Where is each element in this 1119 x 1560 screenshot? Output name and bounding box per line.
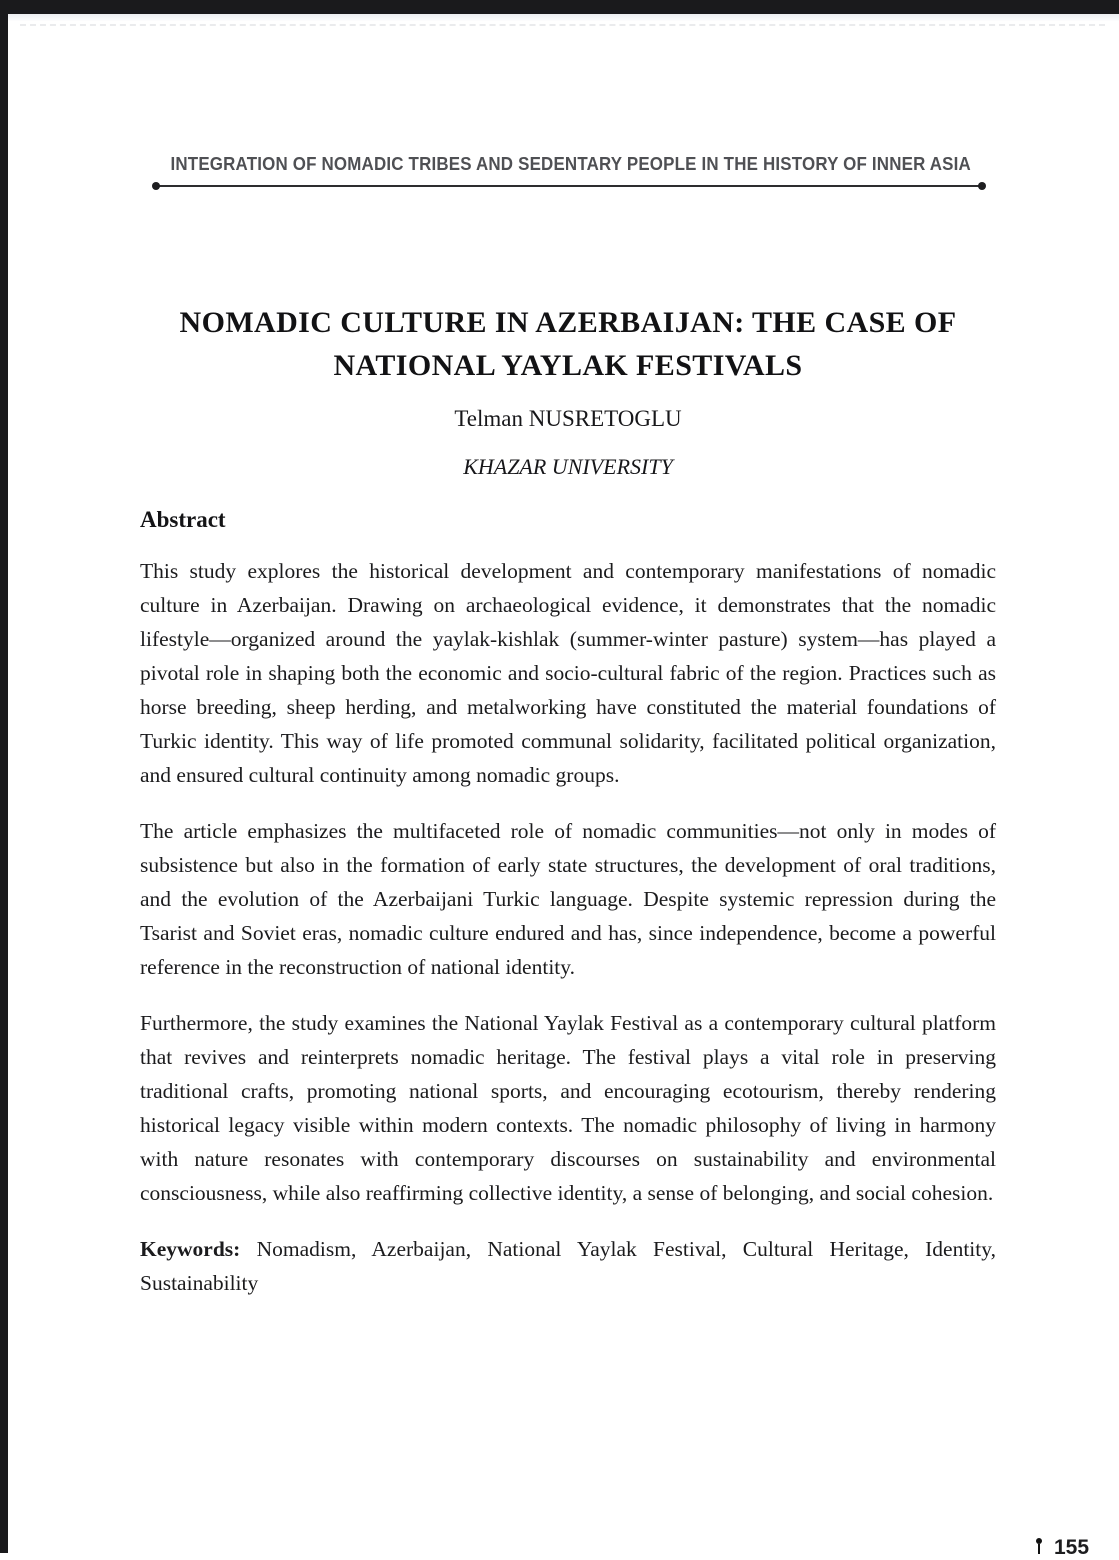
author-name: Telman NUSRETOGLU bbox=[454, 406, 682, 431]
author-affiliation: KHAZAR UNIVERSITY bbox=[463, 454, 673, 479]
scan-artifact-line bbox=[20, 24, 1105, 26]
keywords-text: Nomadism, Azerbaijan, National Yaylak Festival, Cultural Heritage, Identity, Sustainability bbox=[140, 1237, 996, 1295]
rule-end-dot-left bbox=[152, 182, 160, 190]
header-rule bbox=[156, 185, 982, 187]
article-title: NOMADIC CULTURE IN AZERBAIJAN: THE CASE OF NATIONAL YAYLAK FESTIVALS bbox=[179, 306, 957, 382]
keywords-line bbox=[140, 1232, 996, 1300]
page-top-shadow bbox=[8, 14, 1119, 21]
page-number bbox=[1036, 1536, 1089, 1560]
abstract-paragraph-3: Furthermore, the study examines the National Yaylak Festival as a contemporary cultural platform that revives and reinterprets nomadic heritage. The festival plays a vital role in preserving traditional crafts, promoting national sports, and encouraging ecotourism, thereby rendering historical legacy visible within modern contexts. The nomadic philosophy of living in harmony with nature resonates with contemporary discourses on sustainability and environmental consciousness, while also reaffirming collective identity, a sense of belonging, and social cohesion. bbox=[140, 1011, 996, 1205]
abstract-heading: Abstract bbox=[140, 507, 226, 532]
page-number-value: 155 bbox=[1054, 1536, 1090, 1559]
keywords-label: Keywords: bbox=[140, 1237, 241, 1261]
running-header: INTEGRATION OF NOMADIC TRIBES AND SEDENTARY PEOPLE IN THE HISTORY OF INNER ASIA bbox=[170, 154, 971, 174]
scan-top-border bbox=[0, 0, 1119, 14]
page-number-pin-icon bbox=[1036, 1536, 1042, 1552]
abstract-paragraph-2: The article emphasizes the multifaceted role of nomadic communities—not only in modes of subsistence but also in the formation of early state structures, the development of oral traditions, and the evolution of the Azerbaijani Turkic language. Despite systemic repression during the Tsarist and Soviet eras, nomadic culture endured and has, since independence, become a powerful reference in the reconstruction of national identity. bbox=[140, 819, 996, 979]
rule-end-dot-right bbox=[978, 182, 986, 190]
abstract-section bbox=[140, 507, 996, 1322]
abstract-paragraph-1: This study explores the historical development and contemporary manifestations of nomadic culture in Azerbaijan. Drawing on archaeological evidence, it demonstrates that the nomadic lifestyle—organized around the yaylak-kishlak (summer-winter pasture) system—has played a pivotal role in shaping both the economic and socio-cultural fabric of the region. Practices such as horse breeding, sheep herding, and metalworking have constituted the material foundations of Turkic identity. This way of life promoted communal solidarity, facilitated political organization, and ensured cultural continuity among nomadic groups. bbox=[140, 559, 996, 787]
scan-left-border bbox=[0, 0, 8, 1553]
